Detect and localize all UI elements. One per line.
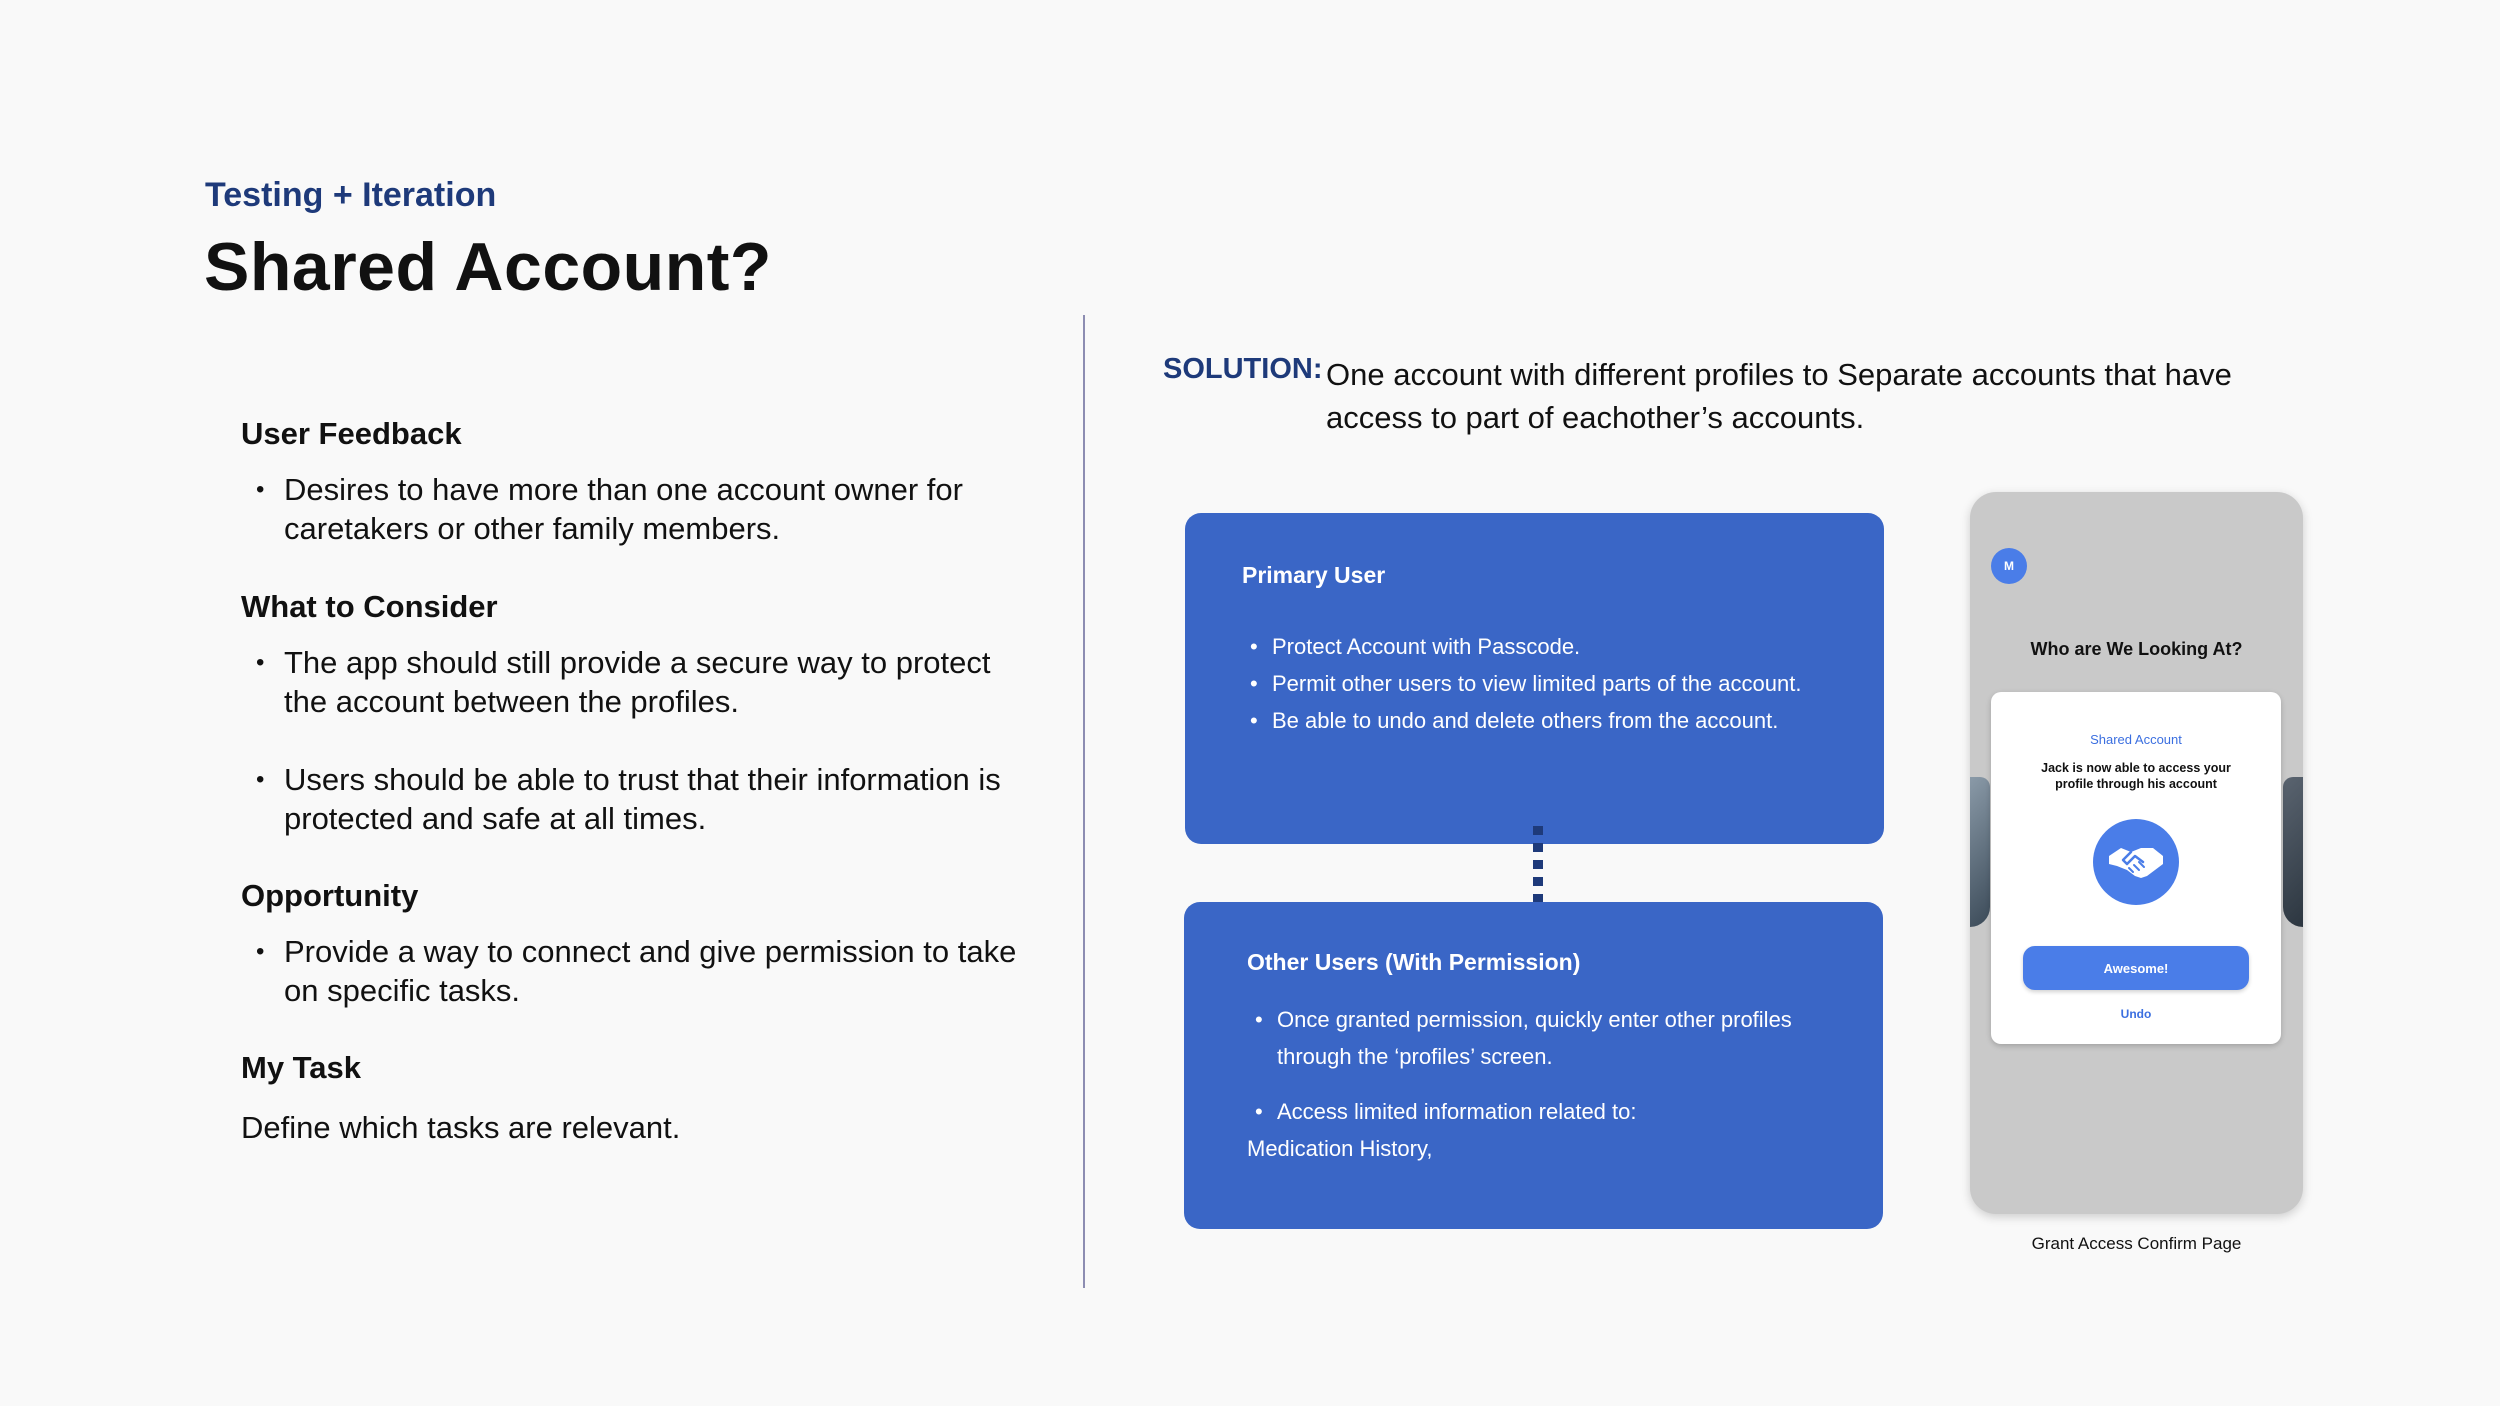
my-task-heading: My Task (241, 1050, 362, 1085)
consider-list (241, 643, 1021, 838)
other-users-heading: Other Users (With Permission) (1247, 949, 1581, 975)
list-item: • Permit other users to view limited parts of the account. (1242, 665, 1852, 702)
modal-body: Jack is now able to access your profile through his account (2041, 761, 2231, 791)
solution-text: One account with different profiles to Separate accounts that have access to part of eachother’s accounts. (1326, 357, 2232, 435)
list-item: • Users should be able to trust that their information is protected and safe at all times. (241, 760, 1021, 838)
opportunity-list (241, 932, 1021, 1010)
list-item: • Once granted permission, quickly enter other profiles through the ‘profiles’ screen. (1247, 1001, 1807, 1075)
background-photo-right (2283, 777, 2303, 927)
primary-user-card (1185, 513, 1884, 844)
opportunity-heading: Opportunity (241, 878, 419, 913)
medication-history-text: Medication History, (1247, 1136, 1433, 1161)
page-title: Shared Account? (204, 229, 772, 305)
my-task-text: Define which tasks are relevant. (241, 1110, 681, 1145)
list-item: • The app should still provide a secure way to protect the account between the profiles. (241, 643, 1021, 721)
list-item: • Be able to undo and delete others from the account. (1242, 702, 1852, 739)
shared-account-modal (1991, 692, 2281, 1044)
background-photo-left (1970, 777, 1990, 927)
handshake-icon-svg (2107, 842, 2165, 882)
left-column (241, 410, 1021, 1147)
solution-label: SOLUTION: (1163, 353, 1323, 385)
avatar[interactable]: M (1991, 548, 2027, 584)
phone-mockup (1970, 492, 2303, 1214)
user-feedback-list (241, 470, 1021, 548)
modal-title: Shared Account (2090, 732, 2182, 747)
phone-heading: Who are We Looking At? (2030, 639, 2243, 659)
list-item: • Desires to have more than one account owner for caretakers or other family members. (241, 470, 1021, 548)
user-feedback-heading: User Feedback (241, 416, 462, 451)
primary-user-list (1242, 628, 1852, 739)
handshake-icon (2093, 819, 2179, 905)
primary-user-heading: Primary User (1242, 562, 1386, 588)
awesome-button[interactable]: Awesome! (2023, 946, 2249, 990)
list-item: • Protect Account with Passcode. (1242, 628, 1852, 665)
undo-link[interactable]: Undo (2120, 1007, 2152, 1021)
list-item: • Access limited information related to: (1247, 1093, 1807, 1130)
dashed-connector (1533, 826, 1543, 903)
consider-heading: What to Consider (241, 589, 498, 624)
other-users-card (1184, 902, 1883, 1229)
phone-caption: Grant Access Confirm Page (2031, 1234, 2242, 1253)
list-item: • Provide a way to connect and give permission to take on specific tasks. (241, 932, 1021, 1010)
column-divider (1083, 315, 1085, 1288)
section-eyebrow: Testing + Iteration (205, 176, 497, 214)
other-users-list (1247, 1001, 1807, 1130)
